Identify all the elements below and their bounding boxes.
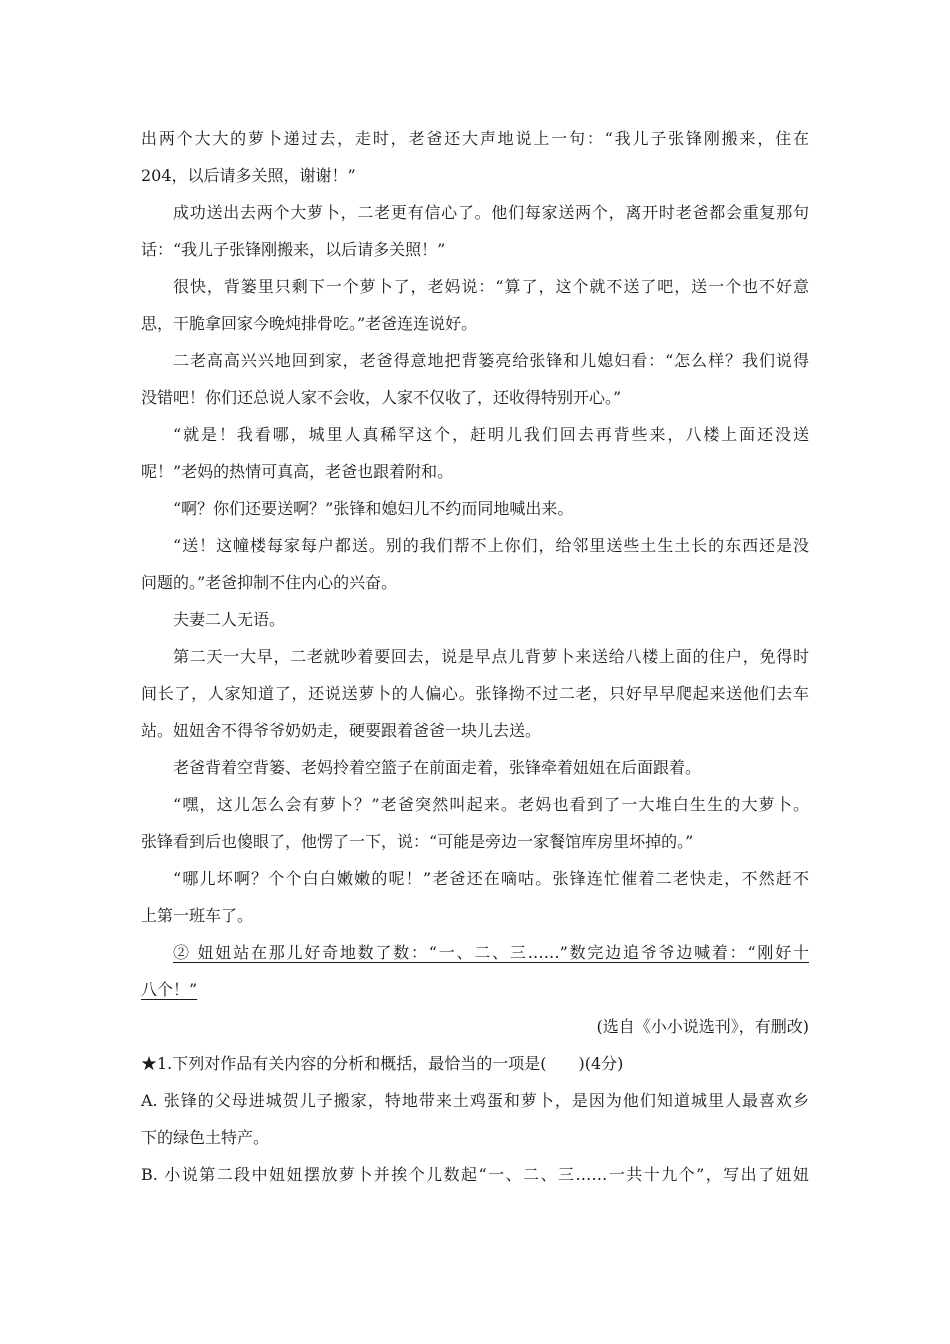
document-page [141, 120, 809, 1193]
option-a: A. 张锋的父母进城贺儿子搬家，特地带来土鸡蛋和萝卜，是因为他们知道城里人最喜欢乡 [141, 1091, 809, 1110]
underlined-sentence: 八个！” [141, 980, 198, 999]
paragraph-start: “嘿，这儿怎么会有萝卜？”老爸突然叫起来。老妈也看到了一大堆白生生的大萝卜。 [173, 795, 809, 814]
text-line: 没错吧！你们还总说人家不会收，人家不仅收了，还收得特别开心。” [141, 388, 622, 407]
paragraph-start: 很快，背篓里只剩下一个萝卜了，老妈说：“算了，这个就不送了吧，送一个也不好意 [173, 277, 809, 296]
underlined-sentence: ② 妞妞站在那儿好奇地数了数：“一、二、三……”数完边追爷爷边喊着：“刚好十 [173, 943, 809, 962]
paragraph-start: 第二天一大早，二老就吵着要回去，说是早点儿背萝卜来送给八楼上面的住户，免得时 [173, 647, 809, 666]
paragraph-start: 夫妻二人无语。 [173, 610, 286, 629]
text-line: 思，干脆拿回家今晚炖排骨吃。”老爸连连说好。 [141, 314, 478, 333]
paragraph-start: 成功送出去两个大萝卜，二老更有信心了。他们每家送两个，离开时老爸都会重复那句 [173, 203, 809, 222]
paragraph-start: “哪儿坏啊？个个白白嫩嫩的呢！”老爸还在嘀咕。张锋连忙催着二老快走，不然赶不 [173, 869, 809, 888]
paragraph-start: 二老高高兴兴地回到家，老爸得意地把背篓亮给张锋和儿媳妇看：“怎么样？我们说得 [173, 351, 809, 370]
text-line: 呢！”老妈的热情可真高，老爸也跟着附和。 [141, 462, 454, 481]
text-line: 出两个大大的萝卜递过去，走时，老爸还大声地说上一句：“我儿子张锋刚搬来，住在 [141, 129, 809, 148]
option-b: B. 小说第二段中妞妞摆放萝卜并挨个儿数起“一、二、三……一共十九个”，写出了妞妞 [141, 1165, 809, 1184]
paragraph-start: 老爸背着空背篓、老妈拎着空篮子在前面走着，张锋牵着妞妞在后面跟着。 [173, 758, 702, 777]
text-line: 问题的。”老爸抑制不住内心的兴奋。 [141, 573, 398, 592]
question-stem: ★1.下列对作品有关内容的分析和概括，最恰当的一项是( )(4分) [141, 1054, 624, 1073]
paragraph-start: “就是！我看哪，城里人真稀罕这个，赶明儿我们回去再背些来，八楼上面还没送 [173, 425, 809, 444]
text-line: 204，以后请多关照，谢谢！” [141, 166, 356, 185]
text-line: 上第一班车了。 [141, 906, 254, 925]
source-citation: (选自《小小说选刊》，有删改) [596, 1017, 809, 1036]
text-line: 张锋看到后也傻眼了，他愣了一下，说：“可能是旁边一家餐馆库房里坏掉的。” [141, 832, 694, 851]
text-line: 站。妞妞舍不得爷爷奶奶走，硬要跟着爸爸一块儿去送。 [141, 721, 542, 740]
text-line: 间长了，人家知道了，还说送萝卜的人偏心。张锋拗不过二老，只好早早爬起来送他们去车 [141, 684, 809, 703]
paragraph-start: “送！这幢楼每家每户都送。别的我们帮不上你们，给邻里送些土生土长的东西还是没 [173, 536, 809, 555]
paragraph-start: “啊？你们还要送啊？”张锋和媳妇儿不约而同地喊出来。 [173, 499, 574, 518]
option-a-continued: 下的绿色土特产。 [141, 1128, 270, 1147]
text-line: 话：“我儿子张锋刚搬来，以后请多关照！” [141, 240, 446, 259]
